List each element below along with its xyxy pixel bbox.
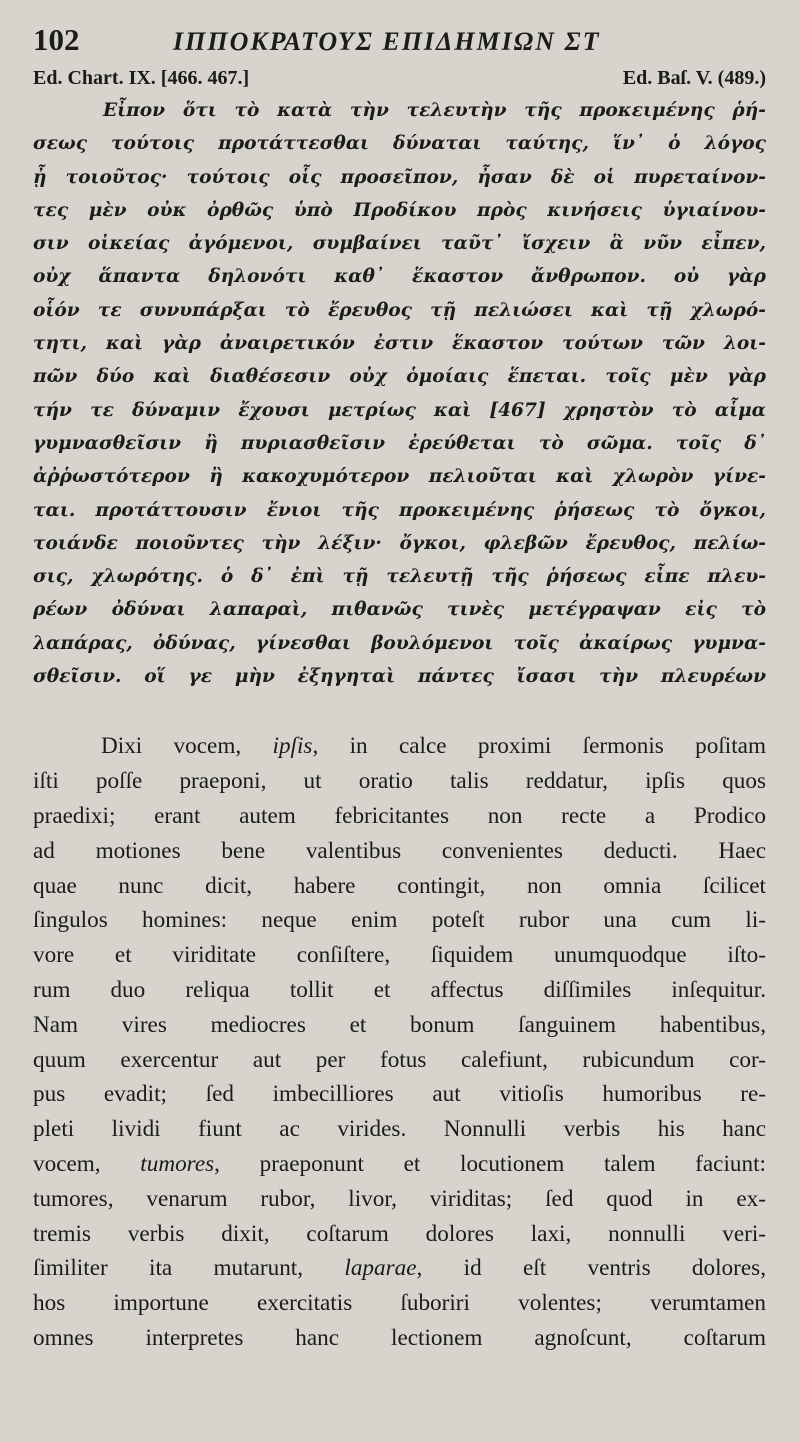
page-number: 102 bbox=[33, 22, 80, 57]
italic-term: laparae bbox=[344, 1255, 417, 1282]
section-gap bbox=[33, 693, 766, 729]
greek-line: τήν τε δύναμιν ἔχουσι μετρίως καὶ [467] χρηστὸν τὸ αἷμα bbox=[33, 399, 766, 421]
italic-term: tumores bbox=[140, 1150, 215, 1177]
latin-text-segment: ſimiliter ita mutarunt, bbox=[33, 1255, 345, 1282]
latin-text-segment: rum duo reliqua tollit et affectus diſſimiles inſequitur. bbox=[33, 976, 766, 1003]
latin-text-segment: tumores, venarum rubor, livor, viriditas; ſed quod in ex- bbox=[33, 1185, 766, 1212]
latin-text-segment: Nam vires mediocres et bonum ſanguinem habentibus, bbox=[33, 1011, 766, 1038]
latin-text-segment: pleti lividi fiunt ac virides. Nonnulli verbis his hanc bbox=[33, 1116, 766, 1143]
greek-line: λαπάρας, ὀδύνας, γίνεσθαι βουλόμενοι τοῖς ἀκαίρως γυμνα- bbox=[33, 632, 766, 654]
latin-text-segment: vocem, bbox=[33, 1150, 141, 1177]
latin-line bbox=[33, 938, 766, 973]
greek-line: τες μὲν οὐκ ὀρθῶς ὑπὸ Προδίκου πρὸς κινήσεις ὑγιαίνου- bbox=[33, 199, 766, 221]
latin-text-segment: tremis verbis dixit, coſtarum dolores laxi, nonnulli veri- bbox=[33, 1220, 766, 1247]
greek-line: οὐχ ἅπαντα δηλονότι καθ᾽ ἕκαστον ἄνθρωπον. οὐ γὰρ bbox=[33, 266, 766, 288]
greek-line: ἀῤῥωστότερον ἢ κακοχυμότερον πελιοῦται καὶ χλωρὸν γίνε- bbox=[33, 466, 766, 488]
running-title: ΙΠΠΟΚΡΑΤΟΥΣ ΕΠΙΔΗΜΙΩΝ ΣΤ bbox=[173, 27, 601, 56]
latin-text-segment: quum exercentur aut per fotus calefiunt, rubicundum cor- bbox=[33, 1046, 766, 1073]
latin-text-segment: quae nunc dicit, habere contingit, non omnia ſcilicet bbox=[33, 872, 766, 899]
greek-line: σις, χλωρότης. ὁ δ᾽ ἐπὶ τῇ τελευτῇ τῆς ῥήσεως εἶπε πλευ- bbox=[33, 566, 766, 588]
greek-line: ρέων ὀδύναι λαπαραὶ, πιθανῶς τινὲς μετέγραψαν εἰς τὸ bbox=[33, 599, 766, 621]
latin-text-segment: ſingulos homines: neque enim poteſt rubor una cum li- bbox=[33, 907, 766, 934]
greek-line: ᾖ τοιοῦτος· τούτοις οἷς προσεῖπον, ἦσαν δὲ οἱ πυρεταίνον- bbox=[33, 166, 766, 188]
latin-text-segment: , id eſt ventris dolores, bbox=[416, 1255, 766, 1282]
latin-line bbox=[33, 764, 766, 799]
latin-line bbox=[33, 729, 766, 764]
latin-text-segment: iſti poſſe praeponi, ut oratio talis reddatur, ipſis quos bbox=[33, 768, 766, 795]
latin-line bbox=[33, 1008, 766, 1043]
greek-line: οἷόν τε συνυπάρξαι τὸ ἔρευθος τῇ πελιώσει καὶ τῇ χλωρό- bbox=[33, 299, 766, 321]
latin-line bbox=[33, 1112, 766, 1147]
latin-text-segment: ad motiones bene valentibus convenientes deducti. Haec bbox=[33, 837, 766, 864]
greek-line: τητι, καὶ γὰρ ἀναιρετικόν ἐστιν ἕκαστον τούτων τῶν λοι- bbox=[33, 333, 766, 355]
latin-line bbox=[33, 869, 766, 904]
latin-line bbox=[33, 1251, 766, 1286]
greek-text bbox=[33, 94, 766, 693]
latin-line bbox=[33, 1147, 766, 1182]
latin-line bbox=[33, 1217, 766, 1252]
greek-line: ται. προτάττουσιν ἔνιοι τῆς προκειμένης ῥήσεως τὸ ὄγκοι, bbox=[33, 499, 766, 521]
latin-translation bbox=[33, 729, 766, 1355]
latin-line bbox=[33, 1182, 766, 1217]
latin-text-segment: hos importune exercitatis ſuboriri volentes; verumtamen bbox=[33, 1290, 766, 1317]
latin-text-segment: , in calce proximi ſermonis poſitam bbox=[312, 733, 766, 760]
latin-line bbox=[33, 903, 766, 938]
latin-line bbox=[33, 1077, 766, 1112]
latin-line bbox=[33, 834, 766, 869]
italic-term: ipſis bbox=[272, 733, 313, 760]
greek-line: Εἶπον ὅτι τὸ κατὰ τὴν τελευτὴν τῆς προκειμένης ῥή- bbox=[103, 100, 766, 121]
page-header bbox=[33, 22, 766, 70]
edition-reference-left: Ed. Chart. IX. [466. 467.] bbox=[33, 67, 250, 89]
edition-reference-right: Ed. Baſ. V. (489.) bbox=[622, 67, 766, 89]
latin-text-segment: , praeponunt et locutionem talem faciunt: bbox=[214, 1150, 766, 1177]
edition-references bbox=[33, 67, 766, 97]
latin-text-segment: omnes interpretes hanc lectionem agnoſcunt, coſtarum bbox=[33, 1324, 766, 1351]
latin-line bbox=[33, 1043, 766, 1078]
latin-text-segment: pus evadit; ſed imbecilliores aut vitioſis humoribus re- bbox=[33, 1081, 766, 1108]
latin-line bbox=[33, 799, 766, 834]
latin-line bbox=[33, 973, 766, 1008]
greek-line: γυμνασθεῖσιν ἢ πυριασθεῖσιν ἐρεύθεται τὸ σῶμα. τοῖς δ᾽ bbox=[33, 432, 766, 454]
latin-text-segment: Dixi vocem, bbox=[101, 733, 273, 760]
greek-line: σεως τούτοις προτάττεσθαι δύναται ταύτης, ἵν᾽ ὁ λόγος bbox=[33, 133, 766, 155]
greek-line: σθεῖσιν. οἵ γε μὴν ἐξηγηταὶ πάντες ἴσασι τὴν πλευρέων bbox=[33, 666, 766, 688]
latin-text-segment: vore et viriditate conſiſtere, ſiquidem unumquodque iſto- bbox=[33, 942, 766, 969]
greek-line: τοιάνδε ποιοῦντες τὴν λέξιν· ὄγκοι, φλεβῶν ἔρευθος, πελίω- bbox=[33, 532, 766, 554]
greek-line: σιν οἰκείας ἀγόμενοι, συμβαίνει ταῦτ᾽ ἴσχειν ἃ νῦν εἶπεν, bbox=[33, 233, 766, 255]
greek-line: πῶν δύο καὶ διαθέσεσιν οὐχ ὁμοίαις ἕπεται. τοῖς μὲν γὰρ bbox=[33, 366, 766, 388]
latin-line bbox=[33, 1321, 766, 1356]
latin-text-segment: praedixi; erant autem febricitantes non recte a Prodico bbox=[33, 802, 766, 829]
latin-line bbox=[33, 1286, 766, 1321]
